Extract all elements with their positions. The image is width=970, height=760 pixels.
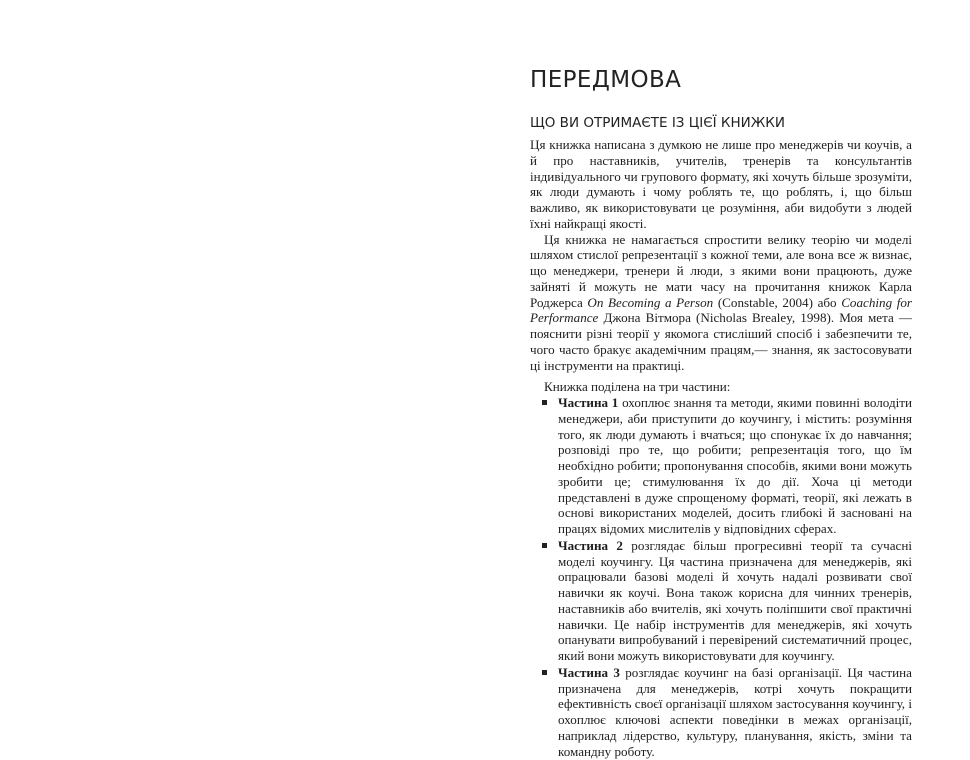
bullet-icon — [542, 400, 547, 405]
bullet-icon — [542, 543, 547, 548]
body-text — [530, 137, 912, 759]
book-title-coaching-for-performance: Coaching for Performance — [530, 294, 913, 326]
part-description: охоплює знання та методи, якими повинні володіти менеджери, аби приступити до коучингу, і містить: розуміння того, як люди думають і вчаться; що спонукає їх до навчання; розповіді про те, що робити; репрезентація того, що їм необхідно робити; пропонування способів, якими вони можуть зробити це; стимулювання їх до дії. Хоча ці методи представлені в дуже спрощеному форматі, теорії, які лежать в основі використаних моделей, досить глибокі й засновані на працях відомих мислителів у відповідних сферах. — [558, 395, 913, 536]
paragraph-scope-text-2: (Constable, 2004) або — [713, 294, 842, 310]
part-description: розглядає коучинг на базі організації. Ця частина призначена для менеджерів, котрі хочуть покращити ефективність своєї організації шляхом застосування коучингу, і охоплює ключові аспекти поведінки в межах організації, наприклад лідерство, культуру, планування, якість, зміни та командну роботу. — [558, 664, 912, 759]
book-title-on-becoming-a-person: On Becoming a Person — [587, 294, 714, 310]
paragraph-scope-text-1: Ця книжка не намагається спростити велику теорію чи моделі шляхом стислої репрезентації з кожної теми, але вона все ж визнає, що менеджери, тренери й люди, з якими вони працюють, дуже зайняті й можуть не мати часу на прочитання книжок Карла Роджерса — [530, 231, 912, 310]
paragraph-scope-text-3: Джона Вітмора (Nicholas Brealey, 1998). Моя мета — пояснити різні теорії у якомога стисліший спосіб і забезпечити те, чого часто бракує академічним працям,— знання, як застосовувати ці інструменти на практиці. — [530, 310, 912, 373]
part-description: розглядає більш прогресивні теорії та сучасні моделі коучингу. Ця частина призначена для менеджерів, які опрацювали базові моделі й хочуть надалі розвивати свої навички як коучі. Вона також корисна для чинних тренерів, наставників або вчителів, які хочуть поліпшити свої практичні навички. Це набір інструментів для менеджерів, які хочуть опанувати випробуваний і перевірений систематичний процес, який вони можуть використовувати для коучингу. — [558, 537, 912, 663]
parts-list — [530, 395, 912, 759]
list-item — [558, 395, 912, 537]
bullet-icon — [542, 670, 547, 675]
list-item — [558, 538, 912, 664]
chapter-title: ПЕРЕДМОВА — [530, 67, 682, 93]
part-label: Частина 1 — [558, 395, 619, 410]
part-label: Частина 3 — [558, 664, 620, 680]
part-label: Частина 2 — [558, 537, 623, 553]
list-intro: Книжка поділена на три частини: — [544, 379, 731, 395]
paragraph-scope — [530, 232, 912, 374]
section-title: ЩО ВИ ОТРИМАЄТЕ ІЗ ЦІЄЇ КНИЖКИ — [530, 115, 785, 131]
book-page-right — [530, 60, 912, 760]
list-item — [558, 665, 912, 760]
paragraph-intro: Ця книжка написана з думкою не лише про менеджерів чи коучів, а й про наставників, учителів, тренерів та консультантів індивідуального чи групового формату, які хочуть більше зрозуміти, як люди думають і чому роблять те, що роблять, і, що більш важливо, як використовувати це розуміння, аби видобути з людей їхні найкращі якості. — [530, 137, 912, 231]
